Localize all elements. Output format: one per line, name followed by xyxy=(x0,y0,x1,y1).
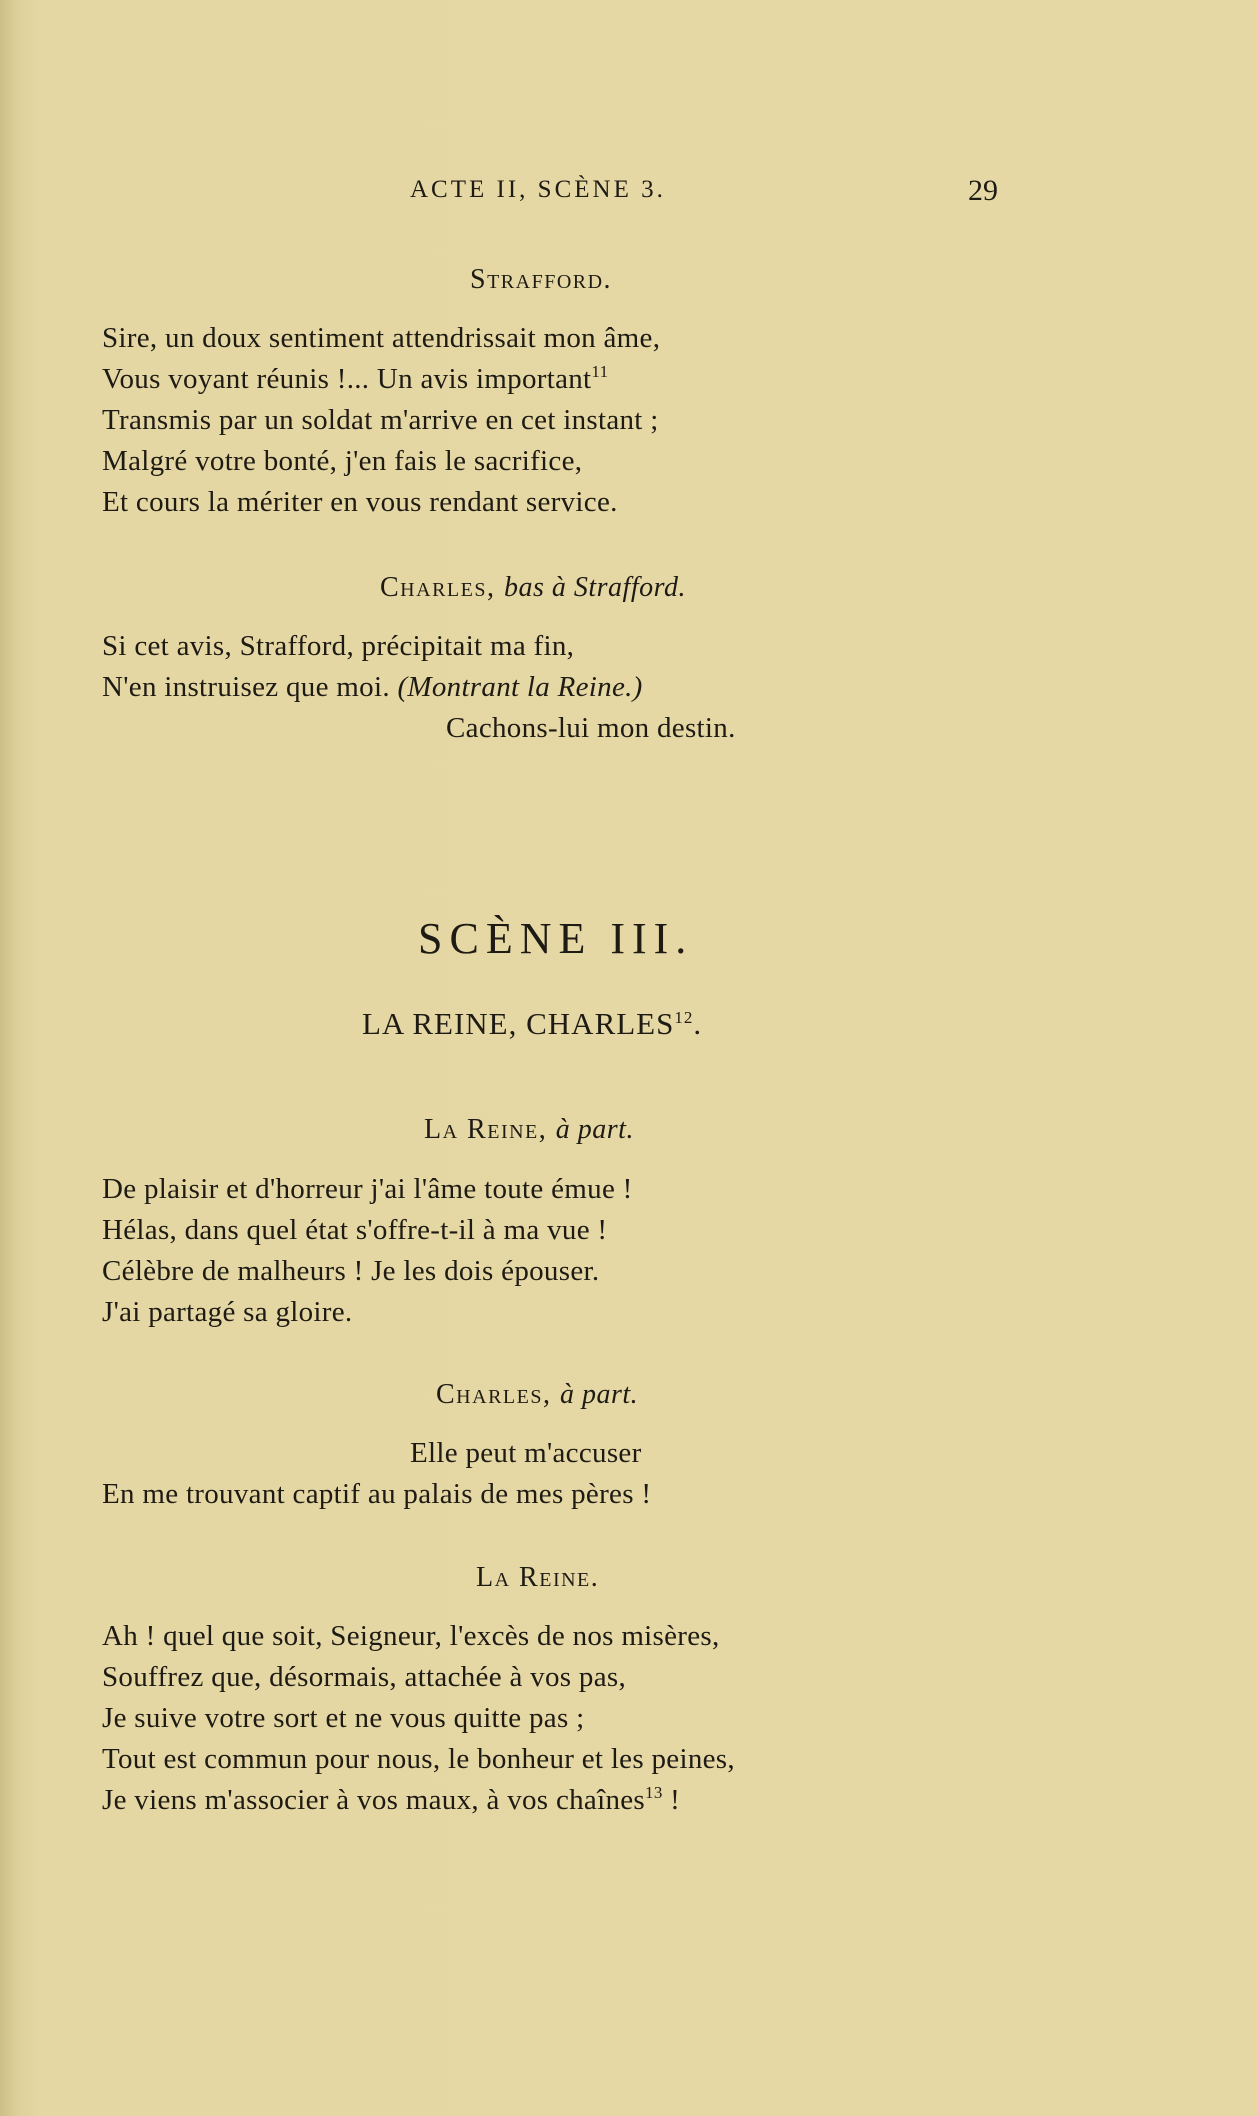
verse-line: Cachons-lui mon destin. xyxy=(446,712,736,744)
verse-line: N'en instruisez que moi. (Montrant la Reine.) xyxy=(102,671,643,703)
speaker-reine: La Reine. xyxy=(476,1562,600,1593)
verse-line: Elle peut m'accuser xyxy=(410,1437,642,1469)
verse-line: Je suive votre sort et ne vous quitte pas ; xyxy=(102,1702,585,1734)
verse-line: Ah ! quel que soit, Seigneur, l'excès de nos misères, xyxy=(102,1620,720,1652)
verse-line: Transmis par un soldat m'arrive en cet instant ; xyxy=(102,404,659,436)
page-number: 29 xyxy=(968,174,998,207)
verse-line: Je viens m'associer à vos maux, à vos chaînes$^{13}$ ! xyxy=(102,1783,681,1816)
verse-line: Et cours la mériter en vous rendant service. xyxy=(102,486,618,518)
verse-line: Célèbre de malheurs ! Je les dois épouser. xyxy=(102,1255,600,1287)
verse-line: Souffrez que, désormais, attachée à vos pas, xyxy=(102,1661,627,1693)
verse-line: J'ai partagé sa gloire. xyxy=(102,1296,353,1328)
scene-cast: LA REINE, CHARLES$^{12}$. xyxy=(362,1006,703,1041)
verse-line: En me trouvant captif au palais de mes pères ! xyxy=(102,1478,652,1510)
verse-line: Hélas, dans quel état s'offre-t-il à ma vue ! xyxy=(102,1214,608,1246)
footnote-ref: 13 xyxy=(645,1783,663,1802)
verse-line: Tout est commun pour nous, le bonheur et les peines, xyxy=(102,1743,735,1775)
verse-line: De plaisir et d'horreur j'ai l'âme toute émue ! xyxy=(102,1173,633,1205)
footnote-ref: 11 xyxy=(591,362,609,381)
verse-line: Vous voyant réunis !... Un avis important$^{11}$ xyxy=(102,362,609,395)
speaker-strafford: Strafford. xyxy=(470,264,613,295)
stage-direction: (Montrant la Reine.) xyxy=(397,671,643,703)
stage-direction: à part. xyxy=(555,1114,634,1145)
stage-direction: à part. xyxy=(559,1379,639,1410)
stage-direction: bas à Strafford. xyxy=(503,572,686,603)
verse-line: Malgré votre bonté, j'en fais le sacrifice, xyxy=(102,445,583,477)
running-header: ACTE II, SCÈNE 3. xyxy=(410,176,666,203)
verse-line: Sire, un doux sentiment attendrissait mon âme, xyxy=(102,322,661,354)
verse-line: Si cet avis, Strafford, précipitait ma fin, xyxy=(102,630,575,662)
speaker-charles: Charles, à part. xyxy=(436,1379,639,1410)
speaker-charles: Charles, bas à Strafford. xyxy=(380,572,686,603)
scene-title: SCÈNE III. xyxy=(418,914,694,963)
footnote-ref: 12 xyxy=(674,1008,694,1027)
speaker-reine: La Reine, à part. xyxy=(424,1114,634,1145)
